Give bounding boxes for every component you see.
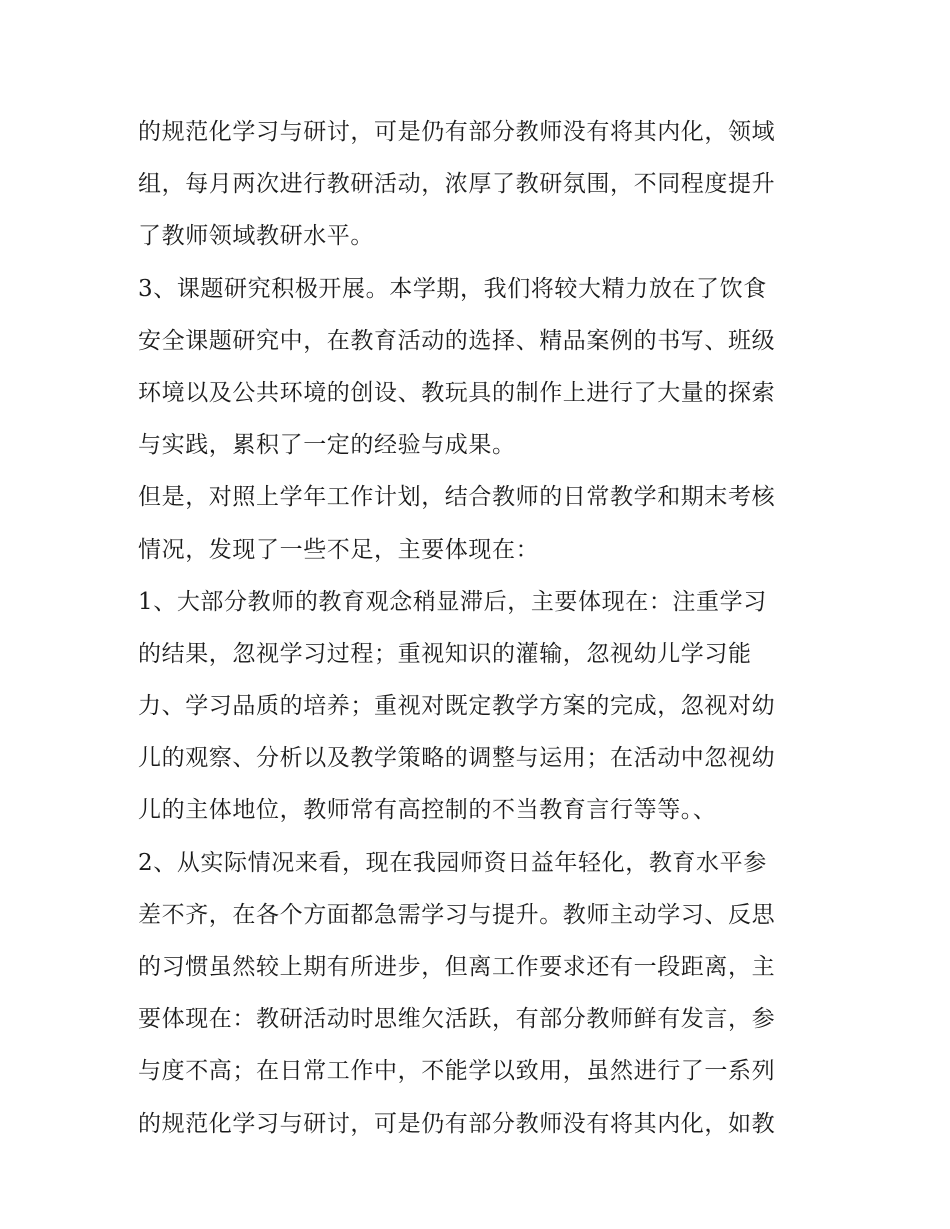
text-line: 但是，对照上学年工作计划，结合教师的日常教学和期末考核 [138,484,776,511]
body-text [138,106,818,1150]
text-line: 2、从实际情况来看，现在我园师资日益年轻化，教育水平参 [138,849,767,876]
text-line: 的规范化学习与研讨，可是仍有部分教师没有将其内化，如教 [138,1110,776,1137]
text-line: 环境以及公共环境的创设、教玩具的制作上进行了大量的探索 [138,379,776,406]
text-line: 组，每月两次进行教研活动，浓厚了教研氛围，不同程度提升 [138,171,776,198]
text-line: 儿的观察、分析以及教学策略的调整与运用；在活动中忽视幼 [138,745,776,772]
text-line: 的规范化学习与研讨，可是仍有部分教师没有将其内化，领域 [138,119,776,145]
text-line: 力、学习品质的培养；重视对既定教学方案的完成，忽视对幼 [138,693,776,720]
text-line: 差不齐，在各个方面都急需学习与提升。教师主动学习、反思 [138,901,776,928]
text-line: 儿的主体地位，教师常有高控制的不当教育言行等等。、 [138,797,717,824]
text-line: 的结果，忽视学习过程；重视知识的灌输，忽视幼儿学习能 [138,640,752,667]
text-line: 情况，发现了一些不足，主要体现在： [138,536,540,563]
text-line: 与度不高；在日常工作中，不能学以致用，虽然进行了一系列 [138,1058,776,1085]
text-line: 安全课题研究中，在教育活动的选择、精品案例的书写、班级 [138,327,776,354]
text-line: 了教师领域教研水平。 [138,223,374,250]
text-line: 与实践，累积了一定的经验与成果。 [138,432,516,459]
text-line: 3、课题研究积极开展。本学期，我们将较大精力放在了饮食 [138,275,767,302]
text-line: 的习惯虽然较上期有所进步，但离工作要求还有一段距离，主 [138,954,776,980]
text-line: 要体现在：教研活动时思维欠活跃，有部分教师鲜有发言，参 [138,1006,776,1033]
text-line: 1、大部分教师的教育观念稍显滞后，主要体现在：注重学习 [138,588,767,615]
